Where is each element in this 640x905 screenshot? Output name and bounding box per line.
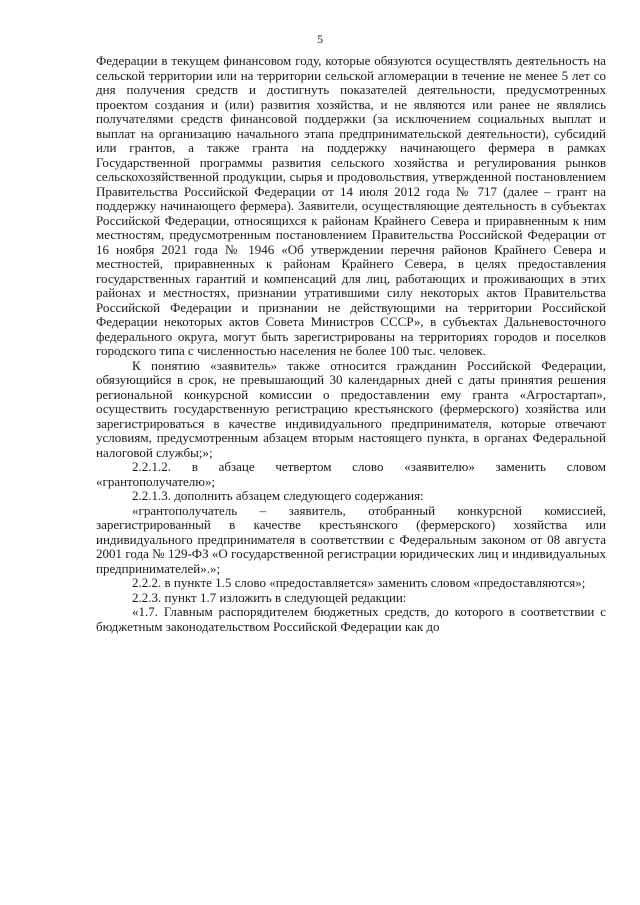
paragraph-applicant-definition: К понятию «заявитель» также относится гражданин Российской Федерации, обязующийся в срок, не превышающий 30 календарных дней с даты принятия решения региональной конкурсной комиссии о предоставлении ему гранта «Агростартап», осуществить государственную регистрацию крестьянского (фермерского) хозяйства или зарегистрироваться в качестве индивидуального предпринимателя, которые отвечают условиям, предусмотренным абзацем вторым настоящего пункта, в органах Федеральной налоговой службы;»; <box>96 357 606 460</box>
document-body <box>96 54 606 634</box>
paragraph-2-2-1-3: 2.2.1.3. дополнить абзацем следующего содержания: <box>132 488 424 503</box>
paragraph-grant-recipient-definition: «грантополучатель – заявитель, отобранный конкурсной комиссией, зарегистрированный в качестве крестьянского (фермерского) хозяйства или индивидуального предпринимателя в соответствии с Федеральным законом от 08 августа 2001 года № 129-ФЗ «О государственной регистрации юридических лиц и индивидуальных предпринимателей».»; <box>96 502 606 576</box>
paragraph-2-2-1-2: 2.2.1.2. в абзаце четвертом слово «заявителю» заменить словом «грантополучателю»; <box>96 459 606 489</box>
paragraph-2-2-3: 2.2.3. пункт 1.7 изложить в следующей редакции: <box>132 589 407 605</box>
paragraph-continuation: Федерации в текущем финансовом году, которые обязуются осуществлять деятельность на сельской территории или на территории сельской агломерации в течение не менее 5 лет со дня получения средств и достигнуть показателей деятельности, предусмотренных проектом создания и (или) развития хозяйства, и не являются или ранее не являлись получателями средств финансовой поддержки (за исключением социальных выплат и выплат на организацию начального этапа предпринимательской деятельности), субсидий или грантов, а также гранта на поддержку начинающего фермера в рамках Государственной программы развития сельского хозяйства и регулирования рынков сельскохозяйственной продукции, сырья и продовольствия, утвержденной постановлением Правительства Российской Федерации от 14 июля 2012 года № 717 (далее – грант на поддержку начинающего фермера). Заявители, осуществляющие деятельность в субъектах Российской Федерации, относящихся к районам Крайнего Севера и приравненным к ним местностям, предусмотренным постановлением Правительства Российской Федерации от 16 ноября 2021 года № 1946 «Об утверждении перечня районов Крайнего Севера и местностей, приравненных к районам Крайнего Севера, в целях предоставления государственных гарантий и компенсаций для лиц, работающих и проживающих в этих районах и местностях, признании утратившими силу некоторых актов Правительства Российской Федерации и признании не действующими на территории Российской Федерации некоторых актов Совета Министров СССР», в субъектах Дальневосточного федерального округа, могут быть зарегистрированы на территориях городов и поселков городского типа с численностью населения не более 100 тыс. человек. <box>96 53 606 358</box>
paragraph-2-2-2: 2.2.2. в пункте 1.5 слово «предоставляется» заменить словом «предоставляются»; <box>132 575 586 590</box>
paragraph-1-7: «1.7. Главным распорядителем бюджетных средств, до которого в соответствии с бюджетным законодательством Российской Федерации как до <box>96 604 606 634</box>
page-number: 5 <box>317 32 323 46</box>
